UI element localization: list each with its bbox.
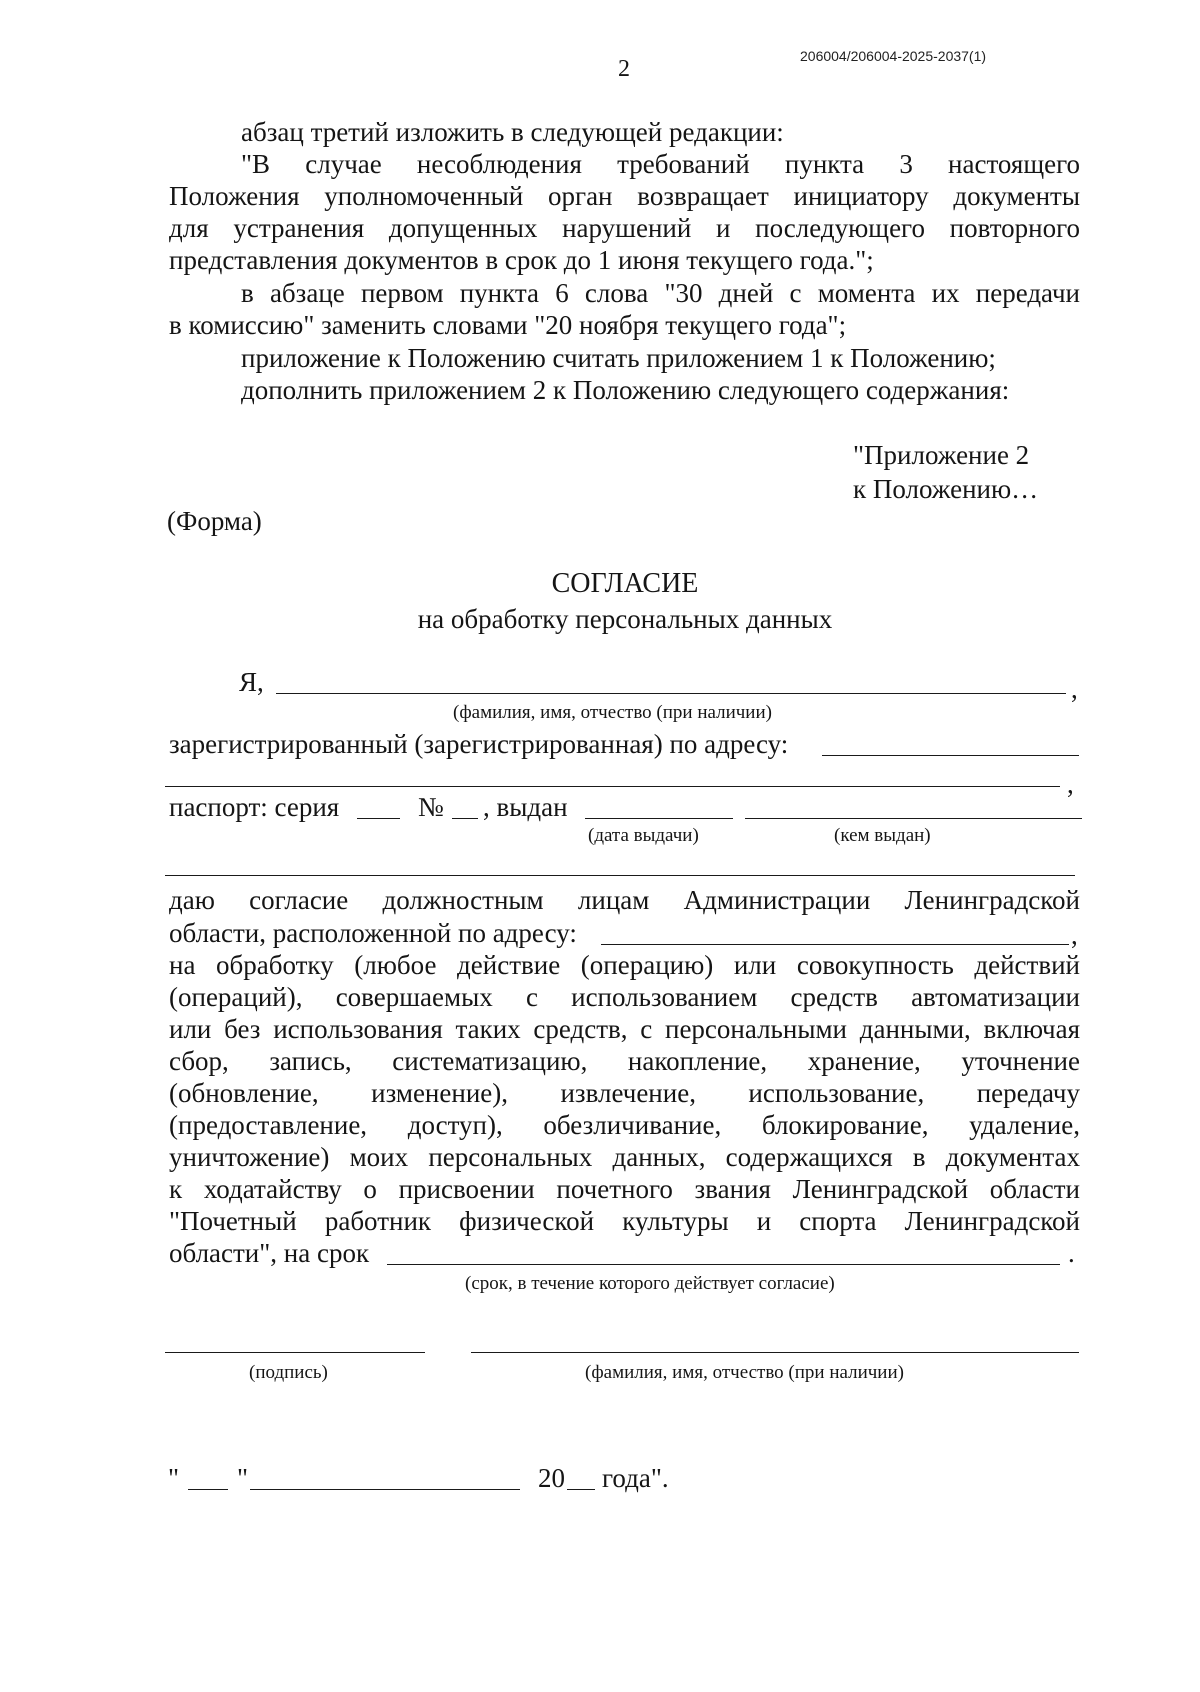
date-suffix: года".	[602, 1463, 669, 1493]
passport-series-line[interactable]	[357, 818, 400, 819]
amendment-line-2: "В случае несоблюдения требований пункта 3 настоящего	[241, 149, 1080, 179]
administration-address-line[interactable]	[601, 944, 1069, 945]
i-label: Я,	[239, 667, 264, 697]
consent-line-2: области, расположенной по адресу:	[169, 918, 577, 948]
consent-line-4: (операций), совершаемых с использованием средств автоматизации	[169, 982, 1080, 1012]
amendment-line-9: дополнить приложением 2 к Положению следующего содержания:	[241, 375, 1010, 405]
term-caption: (срок, в течение которого действует согласие)	[465, 1273, 835, 1294]
issued-by-line-2[interactable]	[165, 875, 1075, 876]
address-line-1[interactable]	[822, 755, 1079, 756]
consent-line-7: (обновление, изменение), извлечение, использование, передачу	[169, 1078, 1080, 1108]
signature-line[interactable]	[165, 1352, 425, 1353]
form-title: СОГЛАСИЕ	[551, 568, 699, 599]
signature-fio-caption: (фамилия, имя, отчество (при наличии)	[585, 1362, 904, 1383]
issued-by-caption: (кем выдан)	[834, 825, 931, 846]
issue-date-caption: (дата выдачи)	[588, 825, 699, 846]
signature-caption: (подпись)	[249, 1362, 328, 1383]
amendment-line-8: приложение к Положению считать приложением 1 к Положению;	[241, 343, 996, 373]
amendment-line-5: представления документов в срок до 1 июня текущего года.";	[169, 245, 874, 275]
term-line[interactable]	[387, 1264, 1060, 1265]
passport-issued-label: , выдан	[483, 792, 568, 822]
fio-line[interactable]	[276, 693, 1066, 694]
date-year-prefix: 20	[538, 1463, 565, 1493]
consent-line-5: или без использования таких средств, с персональными данными, включая	[169, 1014, 1080, 1044]
passport-number-line[interactable]	[452, 818, 478, 819]
date-month-line[interactable]	[250, 1489, 520, 1490]
consent-line-11: "Почетный работник физической культуры и спорта Ленинградской	[169, 1206, 1080, 1236]
consent-line-9: уничтожение) моих персональных данных, содержащихся в документах	[169, 1142, 1080, 1172]
amendment-line-3: Положения уполномоченный орган возвращает инициатору документы	[169, 181, 1080, 211]
amendment-line-6: в абзаце первом пункта 6 слова "30 дней с момента их передачи	[241, 278, 1080, 308]
passport-number-label: №	[418, 792, 444, 822]
signature-fio-line[interactable]	[471, 1352, 1079, 1353]
consent-line-6: сбор, запись, систематизацию, накопление, хранение, уточнение	[169, 1046, 1080, 1076]
appendix-title: "Приложение 2	[853, 440, 1030, 470]
issue-date-line[interactable]	[585, 818, 733, 819]
passport-label: паспорт: серия	[169, 792, 340, 822]
issued-by-line[interactable]	[745, 818, 1082, 819]
address-line-2[interactable]	[165, 786, 1060, 787]
consent-line-1: даю согласие должностным лицам Администрации Ленинградской	[169, 885, 1080, 915]
form-label: (Форма)	[167, 506, 262, 536]
address-comma: ,	[1067, 769, 1074, 799]
fio-comma: ,	[1071, 674, 1078, 704]
fio-caption: (фамилия, имя, отчество (при наличии)	[453, 702, 772, 723]
term-period: .	[1068, 1238, 1075, 1268]
date-year-line[interactable]	[567, 1489, 595, 1490]
administration-address-comma: ,	[1071, 920, 1078, 950]
amendment-line-7: в комиссию" заменить словами "20 ноября текущего года";	[169, 310, 847, 340]
consent-line-3: на обработку (любое действие (операцию) или совокупность действий	[169, 950, 1080, 980]
registered-label: зарегистрированный (зарегистрированная) по адресу:	[169, 729, 789, 759]
date-day-line[interactable]	[188, 1489, 228, 1490]
amendment-line-1: абзац третий изложить в следующей редакции:	[241, 117, 784, 147]
date-quote-close: "	[237, 1463, 249, 1493]
document-id: 206004/206004-2025-2037(1)	[800, 48, 987, 64]
consent-line-10: к ходатайству о присвоении почетного звания Ленинградской области	[169, 1174, 1080, 1204]
page-number: 2	[618, 56, 630, 82]
amendment-line-4: для устранения допущенных нарушений и последующего повторного	[169, 213, 1080, 243]
consent-line-12: области", на срок	[169, 1238, 370, 1268]
form-subtitle: на обработку персональных данных	[417, 604, 833, 634]
consent-line-8: (предоставление, доступ), обезличивание, блокирование, удаление,	[169, 1110, 1080, 1140]
appendix-subtitle: к Положению…	[853, 474, 1039, 504]
date-quote-open: "	[168, 1463, 180, 1493]
